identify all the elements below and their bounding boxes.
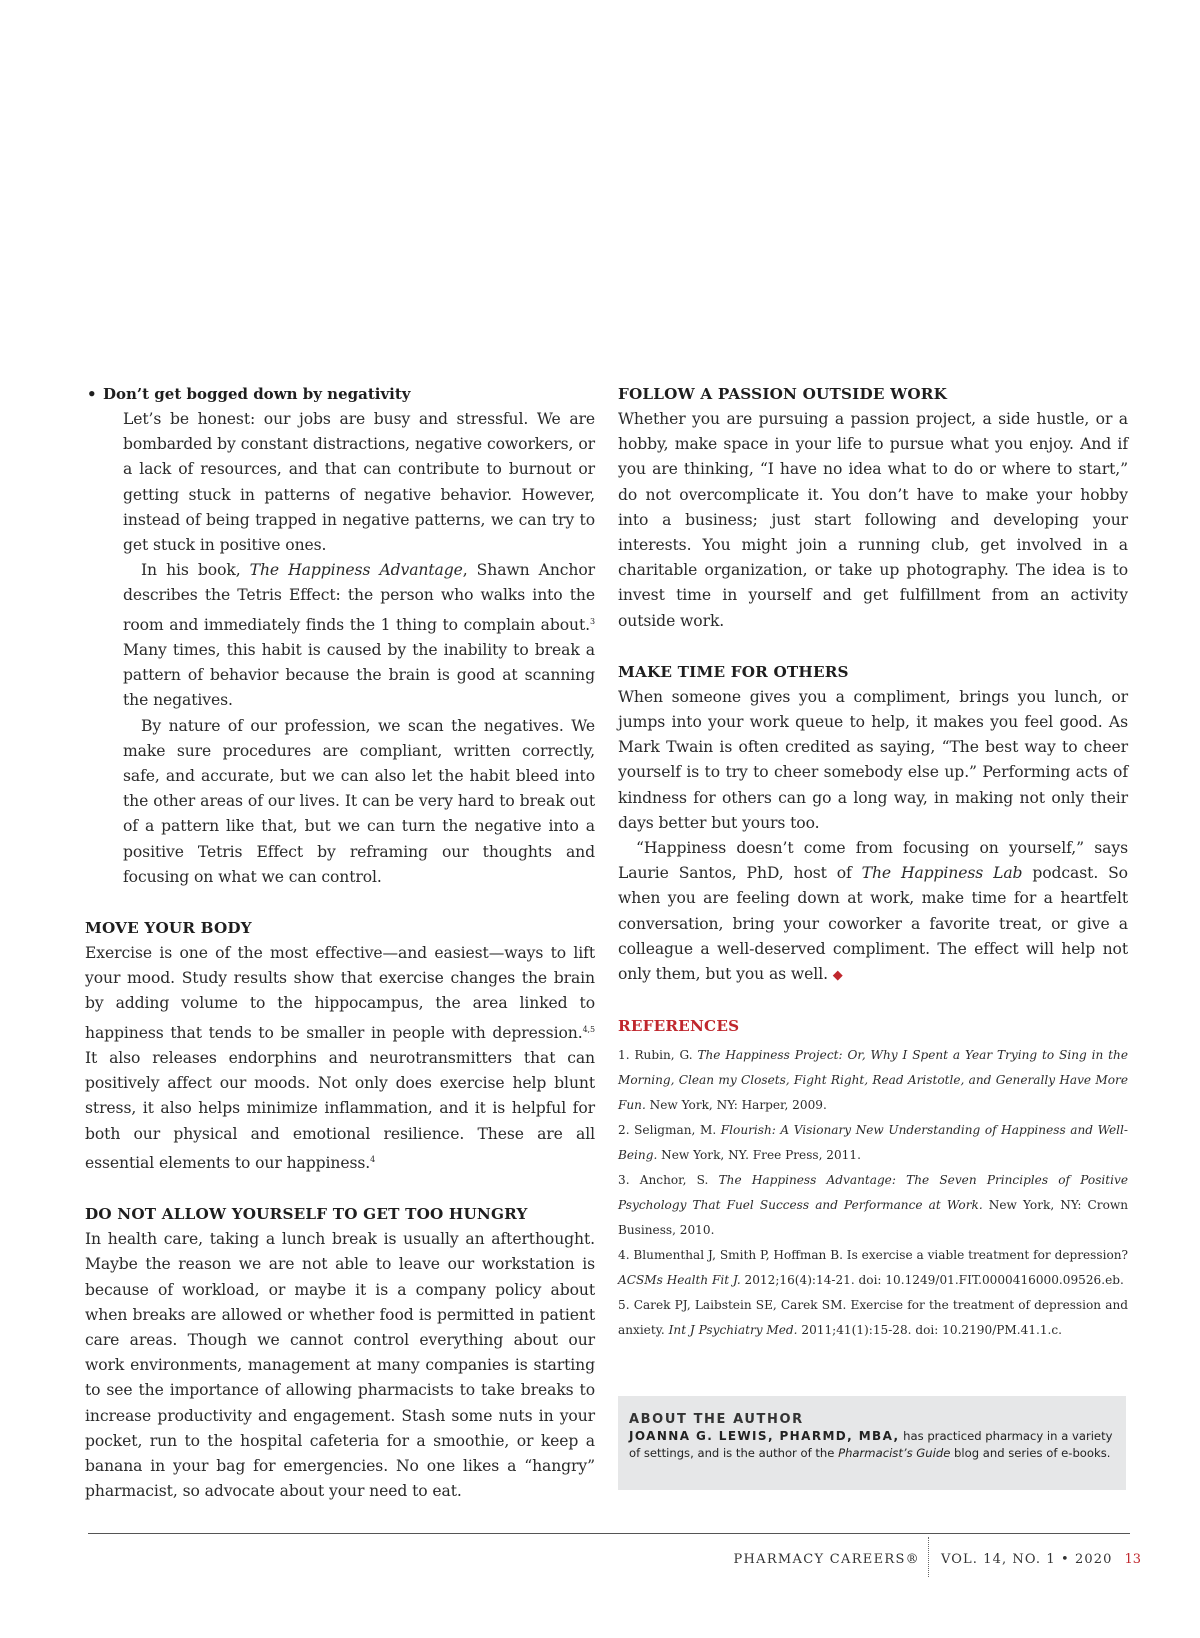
- end-mark-icon: ◆: [832, 968, 843, 984]
- reference-item: 4. Blumenthal J, Smith P, Hoffman B. Is exercise a viable treatment for depression? ACSMs Health Fit J. 2012;16(4):14-21. doi: 10.1249/01.FIT.0000416000.09526.eb.: [618, 1248, 1128, 1288]
- footer-divider: [88, 1533, 1130, 1534]
- bullet-body: [123, 407, 595, 890]
- citation: 4: [370, 1154, 376, 1164]
- paragraph: In health care, taking a lunch break is usually an afterthought. Maybe the reason we are not able to leave our workstation is because of workload, or maybe it is a company policy about when breaks are allowed or whether food is permitted in patient care areas. Though we cannot control everything about our work environments, management at many companies is starting to see the importance of allowing pharmacists to take breaks to increase productivity and engagement. Stash some nuts in your pocket, run to the hospital cafeteria for a smoothie, or keep a banana in your bag for emergencies. No one likes a “hangry” pharmacist, so advocate about your need to eat.: [85, 1230, 595, 1501]
- right-column: [618, 382, 1128, 1343]
- author-name: JOANNA G. LEWIS, PHARMD, MBA,: [629, 1429, 900, 1443]
- book-title: The Happiness Advantage: [249, 561, 463, 580]
- citation: 4,5: [582, 1024, 595, 1034]
- paragraph: When someone gives you a compliment, brings you lunch, or jumps into your work queue to help, it makes you feel good. As Mark Twain is often credited as saying, “The best way to cheer yourself is to try to cheer somebody else up.” Performing acts of kindness for others can go a long way, in making not only their days better but yours too.: [618, 687, 1128, 832]
- page-number: 13: [1124, 1552, 1141, 1567]
- references-list: [618, 1043, 1128, 1343]
- paragraph: “Happiness doesn’t come from focusing on yourself,” says Laurie Santos, PhD, host of The Happiness Lab podcast. So when you are feeling down at work, make time for a heartfelt conversation, bring your coworker a favorite treat, or give a colleague a well-deserved compliment. The effect will help not only them, but you as well. ◆: [618, 839, 1128, 984]
- reference-item: 1. Rubin, G. The Happiness Project: Or, Why I Spent a Year Trying to Sing in the Morning, Clean my Closets, Fight Right, Read Aristotle, and Generally Have More Fun. New York, NY: Harper, 2009.: [618, 1048, 1128, 1113]
- references-heading: REFERENCES: [618, 1017, 740, 1036]
- paragraph: Exercise is one of the most effective—and easiest—ways to lift your mood. Study results show that exercise changes the brain by adding volume to the hippocampus, the area linked to happiness that tends to be smaller in people with depression.$^{4,5}$ It also releases endorphins and neurotransmitters that can positively affect our moods. Not only does exercise help blunt stress, it also helps minimize inflammation, and it is helpful for both our physical and emotional resilience. These are all essential elements to our happiness.$^4$: [85, 944, 595, 1173]
- paragraph: By nature of our profession, we scan the negatives. We make sure procedures are compliant, written correctly, safe, and accurate, but we can also let the habit bleed into the other areas of our lives. It can be very hard to break out of a pattern like that, but we can turn the negative into a positive Tetris Effect by reframing our thoughts and focusing on what we can control.: [123, 716, 595, 886]
- footer-magazine-name: PHARMACY CAREERS®: [733, 1552, 920, 1567]
- section-heading-hungry: DO NOT ALLOW YOURSELF TO GET TOO HUNGRY: [85, 1205, 528, 1224]
- about-author-title: ABOUT THE AUTHOR: [629, 1412, 804, 1427]
- reference-item: 2. Seligman, M. Flourish: A Visionary New Understanding of Happiness and Well-Being. New York, NY. Free Press, 2011.: [618, 1123, 1128, 1163]
- bullet-heading: • Don’t get bogged down by negativity: [103, 382, 595, 407]
- reference-item: 3. Anchor, S. The Happiness Advantage: The Seven Principles of Positive Psychology That Fuel Success and Performance at Work. New York, NY: Crown Business, 2010.: [618, 1173, 1128, 1238]
- citation: 3: [590, 616, 595, 626]
- reference-item: 5. Carek PJ, Laibstein SE, Carek SM. Exercise for the treatment of depression and anxiety. Int J Psychiatry Med. 2011;41(1):15-28. doi: 10.2190/PM.41.1.c.: [618, 1298, 1128, 1338]
- section-heading-passion: FOLLOW A PASSION OUTSIDE WORK: [618, 385, 948, 403]
- footer-issue: VOL. 14, NO. 1 • 2020 13: [941, 1552, 1141, 1567]
- blog-title: Pharmacist’s Guide: [838, 1446, 951, 1460]
- about-author-text: JOANNA G. LEWIS, PHARMD, MBA, has practiced pharmacy in a variety of settings, and is the author of the Pharmacist’s Guide blog and series of e-books.: [629, 1429, 1113, 1460]
- podcast-title: The Happiness Lab: [861, 864, 1023, 883]
- about-author-box: [618, 1396, 1126, 1490]
- section-heading-others: MAKE TIME FOR OTHERS: [618, 662, 849, 681]
- left-column: [85, 382, 595, 1504]
- footer-separator: [928, 1537, 929, 1577]
- section-heading-move-body: MOVE YOUR BODY: [85, 919, 252, 938]
- paragraph: In his book, The Happiness Advantage, Shawn Anchor describes the Tetris Effect: the person who walks into the room and immediately finds the 1 thing to complain about.$^3$ Many times, this habit is caused by the inability to break a pattern of behavior because the brain is good at scanning the negatives.: [123, 561, 595, 710]
- paragraph: Let’s be honest: our jobs are busy and stressful. We are bombarded by constant distractions, negative coworkers, or a lack of resources, and that can contribute to burnout or getting stuck in patterns of negative behavior. However, instead of being trapped in negative patterns, we can try to get stuck in positive ones.: [123, 410, 595, 555]
- paragraph: Whether you are pursuing a passion project, a side hustle, or a hobby, make space in your life to pursue what you enjoy. And if you are thinking, “I have no idea what to do or where to start,” do not overcomplicate it. You don’t have to make your hobby into a business; just start following and developing your interests. You might join a running club, get involved in a charitable organization, or take up photography. The idea is to invest time in yourself and get fulfillment from an activity outside work.: [618, 410, 1128, 630]
